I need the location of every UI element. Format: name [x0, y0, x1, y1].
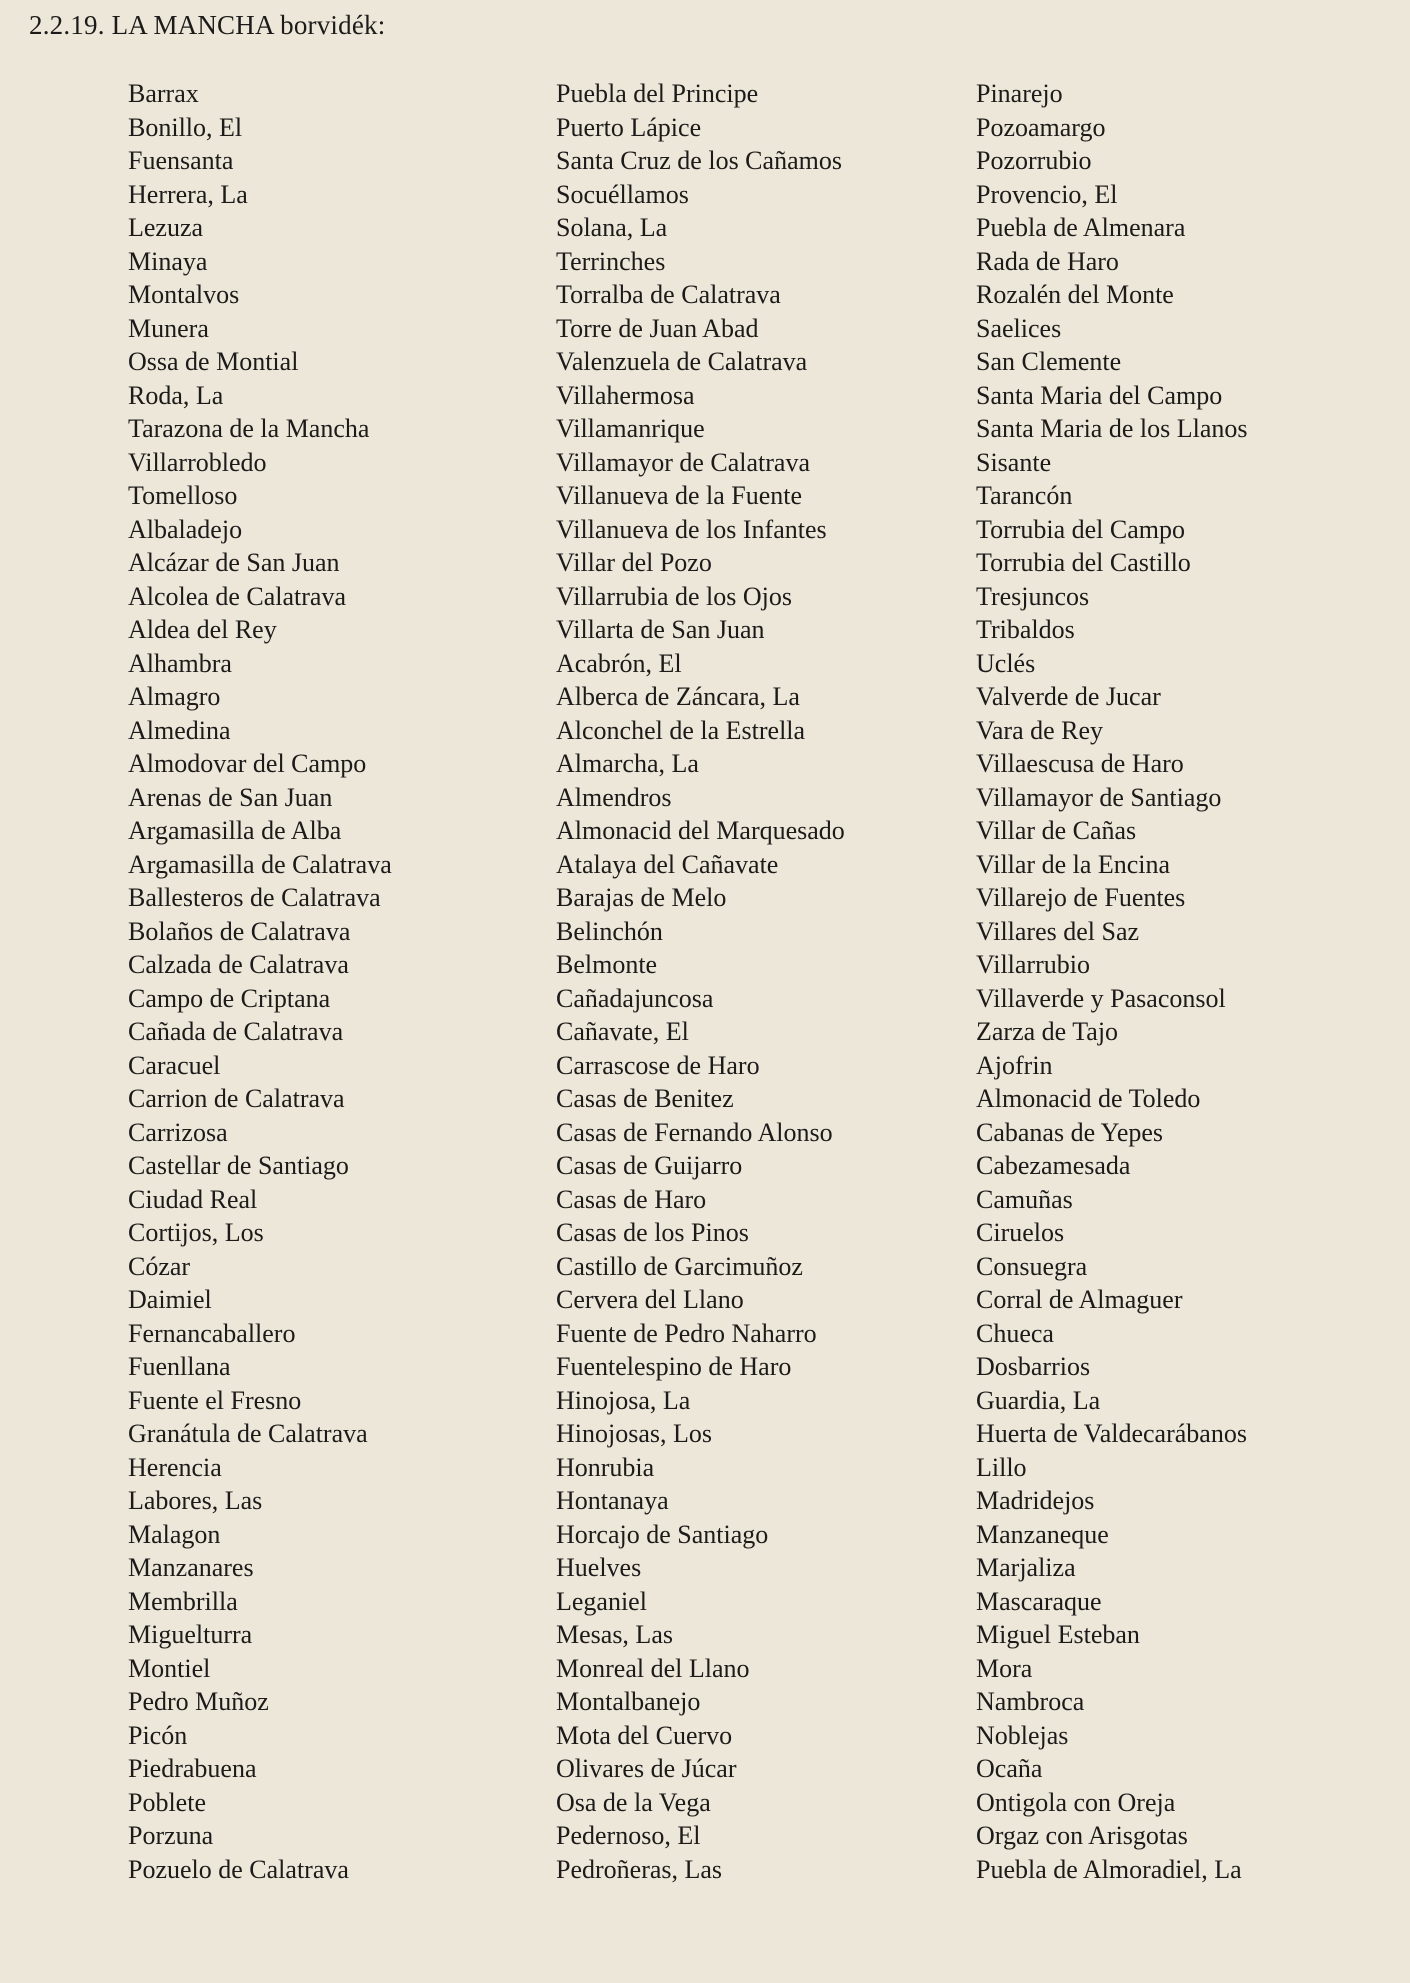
municipality-item: Villamayor de Calatrava: [556, 447, 810, 477]
municipality-item: Monreal del Llano: [556, 1653, 750, 1683]
municipality-item: Villar del Pozo: [556, 548, 712, 577]
municipality-item: Mora: [976, 1653, 1033, 1683]
municipality-column-2: [556, 77, 845, 1886]
municipality-item: Puebla de Almoradiel, La: [976, 1854, 1242, 1884]
municipality-item: Villar de la Encina: [976, 849, 1171, 879]
municipality-item: Membrilla: [128, 1586, 238, 1616]
municipality-item: Uclés: [976, 648, 1036, 678]
municipality-item: Torrubia del Castillo: [976, 548, 1191, 577]
municipality-item: Almendros: [556, 782, 672, 812]
municipality-item: Terrinches: [556, 246, 666, 276]
municipality-item: Miguel Esteban: [976, 1620, 1140, 1649]
municipality-item: Cañadajuncosa: [556, 983, 714, 1013]
municipality-item: Osa de la Vega: [556, 1787, 711, 1817]
municipality-item: Corral de Almaguer: [976, 1285, 1183, 1314]
municipality-item: Manzanares: [128, 1553, 254, 1582]
municipality-item: Bonillo, El: [128, 112, 243, 142]
municipality-item: Calzada de Calatrava: [128, 950, 349, 979]
municipality-item: Cabanas de Yepes: [976, 1117, 1164, 1147]
municipality-item: Casas de Benitez: [556, 1084, 734, 1113]
municipality-item: Pinarejo: [976, 79, 1063, 108]
municipality-item: Belinchón: [556, 916, 663, 946]
municipality-item: Alcolea de Calatrava: [128, 581, 346, 611]
municipality-item: Miguelturra: [128, 1620, 253, 1649]
municipality-item: Casas de los Pinos: [556, 1218, 749, 1247]
municipality-item: Valenzuela de Calatrava: [556, 347, 808, 376]
municipality-item: Guardia, La: [976, 1385, 1101, 1415]
municipality-item: Almodovar del Campo: [128, 749, 367, 778]
municipality-item: Honrubia: [556, 1452, 655, 1482]
municipality-item: Almarcha, La: [556, 749, 699, 778]
municipality-item: Carrion de Calatrava: [128, 1084, 345, 1113]
municipality-item: Cortijos, Los: [128, 1218, 264, 1247]
municipality-item: Hinojosa, La: [556, 1385, 691, 1415]
municipality-item: Lillo: [976, 1452, 1027, 1482]
municipality-item: Villanueva de los Infantes: [556, 514, 827, 544]
municipality-item: Dosbarrios: [976, 1352, 1091, 1381]
municipality-item: Fuentelespino de Haro: [556, 1352, 792, 1381]
municipality-item: Piedrabuena: [128, 1754, 257, 1783]
municipality-item: Ciruelos: [976, 1218, 1065, 1247]
municipality-item: Ajofrin: [976, 1050, 1053, 1080]
municipality-item: Arenas de San Juan: [128, 782, 333, 812]
municipality-item: Tarancón: [976, 481, 1073, 510]
municipality-item: Montiel: [128, 1653, 211, 1683]
municipality-item: Villar de Cañas: [976, 816, 1137, 845]
municipality-item: Alconchel de la Estrella: [556, 715, 806, 745]
municipality-item: Labores, Las: [128, 1486, 263, 1515]
municipality-item: Ciudad Real: [128, 1184, 258, 1214]
municipality-item: Pedro Muñoz: [128, 1687, 269, 1716]
municipality-item: Villahermosa: [556, 380, 695, 410]
municipality-item: Ballesteros de Calatrava: [128, 883, 381, 912]
municipality-item: Aldea del Rey: [128, 615, 277, 644]
municipality-item: Villarrubia de los Ojos: [556, 581, 793, 611]
municipality-item: Marjaliza: [976, 1553, 1076, 1582]
municipality-item: Montalbanejo: [556, 1687, 701, 1716]
municipality-item: Torre de Juan Abad: [556, 313, 759, 343]
municipality-item: Torralba de Calatrava: [556, 280, 781, 309]
municipality-item: Alhambra: [128, 648, 232, 678]
municipality-item: Tresjuncos: [976, 581, 1090, 611]
municipality-item: Cañavate, El: [556, 1017, 689, 1046]
municipality-item: Zarza de Tajo: [976, 1017, 1119, 1046]
municipality-item: Madridejos: [976, 1486, 1095, 1515]
municipality-item: Casas de Haro: [556, 1184, 707, 1214]
municipality-item: Atalaya del Cañavate: [556, 849, 779, 879]
municipality-item: Fuenllana: [128, 1352, 231, 1381]
municipality-item: Herencia: [128, 1452, 222, 1482]
municipality-item: Tomelloso: [128, 481, 238, 510]
municipality-item: Saelices: [976, 313, 1062, 343]
municipality-item: Almagro: [128, 682, 221, 711]
municipality-item: Villarrubio: [976, 950, 1090, 979]
municipality-item: Hinojosas, Los: [556, 1419, 712, 1448]
municipality-column-3: [976, 77, 1248, 1886]
municipality-item: Mota del Cuervo: [556, 1720, 733, 1750]
municipality-item: Nambroca: [976, 1687, 1085, 1716]
municipality-item: Acabrón, El: [556, 648, 682, 678]
municipality-item: Cabezamesada: [976, 1151, 1131, 1180]
municipality-item: Montalvos: [128, 280, 240, 309]
municipality-item: Almedina: [128, 715, 231, 745]
municipality-item: Campo de Criptana: [128, 983, 331, 1013]
municipality-item: Hontanaya: [556, 1486, 669, 1515]
municipality-item: Olivares de Júcar: [556, 1754, 737, 1783]
municipality-item: Mascaraque: [976, 1586, 1102, 1616]
municipality-item: Pedernoso, El: [556, 1821, 701, 1850]
municipality-item: Fuente de Pedro Naharro: [556, 1318, 817, 1348]
municipality-item: Villarrobledo: [128, 447, 267, 477]
municipality-item: Villamayor de Santiago: [976, 782, 1222, 812]
municipality-item: Chueca: [976, 1318, 1054, 1348]
municipality-item: Cañada de Calatrava: [128, 1017, 344, 1046]
municipality-item: Pozuelo de Calatrava: [128, 1854, 349, 1884]
municipality-item: Villaverde y Pasaconsol: [976, 983, 1226, 1013]
municipality-item: Munera: [128, 313, 209, 343]
municipality-item: Cervera del Llano: [556, 1285, 744, 1314]
municipality-item: Castillo de Garcimuñoz: [556, 1251, 803, 1281]
municipality-item: Casas de Guijarro: [556, 1151, 743, 1180]
municipality-item: Orgaz con Arisgotas: [976, 1821, 1188, 1850]
municipality-item: Bolaños de Calatrava: [128, 916, 351, 946]
municipality-item: Horcajo de Santiago: [556, 1519, 769, 1549]
municipality-item: Herrera, La: [128, 179, 248, 209]
municipality-item: Carrascose de Haro: [556, 1050, 760, 1080]
municipality-item: Valverde de Jucar: [976, 682, 1161, 711]
municipality-item: Pozoamargo: [976, 112, 1106, 142]
municipality-item: Villaescusa de Haro: [976, 749, 1184, 778]
municipality-item: Santa Maria de los Llanos: [976, 414, 1248, 443]
municipality-column-1: [128, 77, 392, 1886]
municipality-item: Ontigola con Oreja: [976, 1787, 1176, 1817]
municipality-item: Fuensanta: [128, 146, 234, 175]
municipality-item: Castellar de Santiago: [128, 1151, 349, 1180]
municipality-item: Alcázar de San Juan: [128, 548, 340, 577]
municipality-item: Poblete: [128, 1787, 206, 1817]
municipality-item: Ossa de Montial: [128, 347, 299, 376]
municipality-item: Barrax: [128, 79, 199, 108]
municipality-item: Sisante: [976, 447, 1052, 477]
municipality-item: Torrubia del Campo: [976, 514, 1186, 544]
municipality-item: Pedroñeras, Las: [556, 1854, 723, 1884]
municipality-item: Granátula de Calatrava: [128, 1419, 368, 1448]
municipality-item: Almonacid de Toledo: [976, 1084, 1201, 1113]
municipality-item: Noblejas: [976, 1720, 1069, 1750]
municipality-item: Picón: [128, 1720, 188, 1750]
municipality-item: Huerta de Valdecarábanos: [976, 1419, 1247, 1448]
municipality-item: Tribaldos: [976, 615, 1075, 644]
municipality-item: Caracuel: [128, 1050, 221, 1080]
municipality-item: Lezuza: [128, 213, 204, 242]
municipality-item: Barajas de Melo: [556, 883, 727, 912]
municipality-item: Provencio, El: [976, 179, 1118, 209]
municipality-item: Belmonte: [556, 950, 658, 979]
municipality-item: Santa Cruz de los Cañamos: [556, 146, 842, 175]
municipality-item: Roda, La: [128, 380, 224, 410]
municipality-item: Camuñas: [976, 1184, 1073, 1214]
municipality-item: Malagon: [128, 1519, 221, 1549]
municipality-item: Consuegra: [976, 1251, 1088, 1281]
municipality-item: Almonacid del Marquesado: [556, 816, 845, 845]
municipality-item: Villarejo de Fuentes: [976, 883, 1186, 912]
municipality-item: San Clemente: [976, 347, 1122, 376]
municipality-item: Leganiel: [556, 1586, 647, 1616]
municipality-item: Casas de Fernando Alonso: [556, 1117, 833, 1147]
municipality-item: Ocaña: [976, 1754, 1043, 1783]
municipality-item: Manzaneque: [976, 1519, 1109, 1549]
municipality-item: Pozorrubio: [976, 146, 1092, 175]
municipality-item: Rozalén del Monte: [976, 280, 1174, 309]
municipality-item: Argamasilla de Alba: [128, 816, 342, 845]
municipality-item: Solana, La: [556, 213, 668, 242]
municipality-item: Cózar: [128, 1251, 191, 1281]
municipality-item: Puerto Lápice: [556, 112, 702, 142]
municipality-item: Albaladejo: [128, 514, 243, 544]
section-heading: 2.2.19. LA MANCHA borvidék:: [29, 10, 386, 40]
municipality-item: Fuente el Fresno: [128, 1385, 302, 1415]
municipality-item: Villares del Saz: [976, 916, 1140, 946]
municipality-item: Alberca de Záncara, La: [556, 682, 800, 711]
municipality-item: Carrizosa: [128, 1117, 228, 1147]
municipality-item: Rada de Haro: [976, 246, 1119, 276]
municipality-item: Puebla de Almenara: [976, 213, 1186, 242]
municipality-item: Minaya: [128, 246, 208, 276]
municipality-item: Villamanrique: [556, 414, 705, 443]
municipality-item: Porzuna: [128, 1821, 214, 1850]
municipality-item: Argamasilla de Calatrava: [128, 849, 392, 879]
municipality-item: Villarta de San Juan: [556, 615, 765, 644]
municipality-item: Tarazona de la Mancha: [128, 414, 370, 443]
municipality-item: Santa Maria del Campo: [976, 380, 1223, 410]
municipality-item: Puebla del Principe: [556, 79, 759, 108]
municipality-item: Mesas, Las: [556, 1620, 673, 1649]
municipality-item: Villanueva de la Fuente: [556, 481, 803, 510]
municipality-item: Fernancaballero: [128, 1318, 296, 1348]
municipality-item: Socuéllamos: [556, 179, 689, 209]
municipality-item: Daimiel: [128, 1285, 212, 1314]
municipality-item: Huelves: [556, 1553, 642, 1582]
municipality-item: Vara de Rey: [976, 715, 1104, 745]
